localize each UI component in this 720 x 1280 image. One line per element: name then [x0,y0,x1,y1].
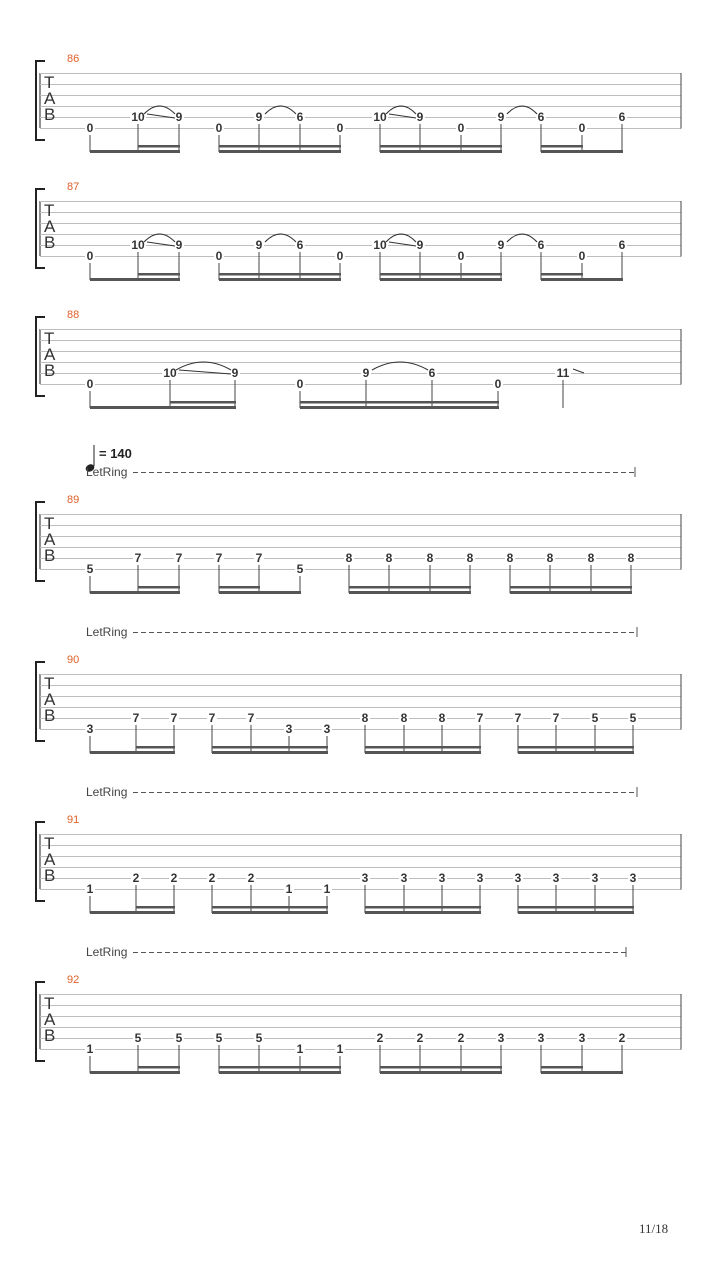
fret-number: 1 [86,1042,94,1056]
beam-primary [518,911,634,914]
beam-secondary [518,906,634,909]
tab-clef-t: T [44,329,55,348]
let-ring-label: LetRing [86,465,128,479]
measure-number: 92 [67,974,80,986]
tempo-value: = 140 [99,446,132,461]
fret-number: 8 [466,551,474,565]
beam-secondary [380,145,502,148]
fret-number: 9 [362,366,370,380]
fret-number: 3 [497,1031,505,1045]
page-number: 11/18 [639,1221,669,1236]
tab-clef-b: B [44,233,56,252]
tab-clef-t: T [44,514,55,533]
fret-number: 7 [255,551,263,565]
beam-secondary [510,586,632,589]
beam-primary [380,150,502,153]
tab-clef-a: A [44,1010,56,1029]
fret-number: 6 [296,110,304,124]
fret-number: 7 [476,711,484,725]
slur-arc [265,234,296,242]
beam-secondary [380,1066,502,1069]
let-ring-label: LetRing [86,625,128,639]
fret-number: 10 [373,110,387,124]
let-ring-marker [86,625,637,639]
fret-number: 7 [552,711,560,725]
tab-clef-t: T [44,994,55,1013]
fret-number: 6 [618,110,626,124]
fret-number: 10 [131,110,145,124]
fret-number: 0 [296,377,304,391]
fret-number: 2 [247,871,255,885]
tab-clef-a: A [44,530,56,549]
fret-number: 8 [506,551,514,565]
tab-system-88 [36,309,681,409]
fret-number: 8 [400,711,408,725]
fret-number: 5 [215,1031,223,1045]
tab-system-89 [36,445,681,594]
fret-number: 7 [215,551,223,565]
slide-out-line [573,369,584,373]
beam-primary [219,150,341,153]
beam-primary [90,406,236,409]
fret-number: 3 [476,871,484,885]
fret-number: 0 [86,377,94,391]
beam-secondary [541,1066,583,1069]
fret-number: 3 [285,722,293,736]
fret-number: 1 [285,882,293,896]
beam-secondary [138,586,180,589]
beam-secondary [518,746,634,749]
beam-secondary [138,1066,180,1069]
fret-number: 5 [629,711,637,725]
beam-primary [219,591,301,594]
fret-number: 2 [457,1031,465,1045]
fret-number: 0 [336,121,344,135]
beam-primary [90,278,180,281]
beam-secondary [219,586,260,589]
fret-number: 3 [552,871,560,885]
measure-number: 89 [67,494,80,506]
fret-number: 10 [163,366,177,380]
beam-secondary [138,273,180,276]
fret-number: 0 [86,249,94,263]
tab-clef-a: A [44,89,56,108]
beam-secondary [170,401,236,404]
beam-secondary [349,586,471,589]
tab-clef-a: A [44,345,56,364]
slur-arc [386,234,416,242]
let-ring-label: LetRing [86,945,128,959]
fret-number: 1 [336,1042,344,1056]
fret-number: 6 [296,238,304,252]
tab-system-90 [36,625,681,754]
fret-number: 9 [497,110,505,124]
beam-primary [90,1071,180,1074]
fret-number: 9 [255,110,263,124]
fret-number: 8 [426,551,434,565]
beam-primary [380,1071,502,1074]
fret-number: 6 [618,238,626,252]
fret-number: 1 [86,882,94,896]
beam-secondary [365,906,481,909]
fret-number: 9 [175,238,183,252]
measure-number: 91 [67,814,80,826]
beam-primary [300,406,499,409]
fret-number: 0 [215,121,223,135]
beam-secondary [219,1066,341,1069]
fret-number: 10 [131,238,145,252]
tab-clef-t: T [44,674,55,693]
fret-number: 7 [514,711,522,725]
tab-clef-t: T [44,201,55,220]
beam-primary [365,911,481,914]
let-ring-label: LetRing [86,785,128,799]
fret-number: 8 [361,711,369,725]
tab-clef-b: B [44,546,56,565]
tab-clef-b: B [44,105,56,124]
fret-number: 3 [400,871,408,885]
fret-number: 5 [255,1031,263,1045]
fret-number: 3 [629,871,637,885]
fret-number: 5 [591,711,599,725]
slur-arc [144,234,175,242]
beam-primary [541,1071,623,1074]
fret-number: 2 [416,1031,424,1045]
beam-secondary [300,401,499,404]
tab-clef-t: T [44,73,55,92]
let-ring-marker [86,785,637,799]
beam-secondary [380,273,502,276]
fret-number: 5 [86,562,94,576]
beam-primary [380,278,502,281]
fret-number: 0 [215,249,223,263]
fret-number: 8 [438,711,446,725]
fret-number: 7 [247,711,255,725]
beam-primary [541,278,623,281]
fret-number: 8 [385,551,393,565]
slur-arc [176,362,231,370]
fret-number: 0 [578,121,586,135]
fret-number: 7 [134,551,142,565]
fret-number: 8 [587,551,595,565]
measure-number: 87 [67,181,80,193]
fret-number: 8 [546,551,554,565]
beam-primary [212,751,328,754]
measure-number: 88 [67,309,80,321]
beam-primary [219,1071,341,1074]
slur-arc [265,106,296,114]
fret-number: 2 [170,871,178,885]
tab-system-91 [36,785,681,914]
fret-number: 3 [514,871,522,885]
beam-primary [90,751,175,754]
beam-primary [349,591,471,594]
fret-number: 5 [296,562,304,576]
fret-number: 10 [373,238,387,252]
fret-number: 7 [170,711,178,725]
beam-secondary [541,273,583,276]
beam-primary [365,751,481,754]
fret-number: 9 [416,238,424,252]
measure-number: 86 [67,53,80,65]
fret-number: 0 [86,121,94,135]
beam-primary [541,150,623,153]
fret-number: 3 [361,871,369,885]
beam-primary [90,591,180,594]
beam-secondary [212,906,328,909]
fret-number: 2 [618,1031,626,1045]
tab-system-86 [36,53,681,153]
beam-primary [510,591,632,594]
fret-number: 6 [537,110,545,124]
beam-secondary [136,746,175,749]
beam-primary [90,150,180,153]
fret-number: 9 [497,238,505,252]
beam-secondary [212,746,328,749]
tab-clef-b: B [44,1026,56,1045]
fret-number: 3 [86,722,94,736]
measure-number: 90 [67,654,80,666]
beam-secondary [138,145,180,148]
tab-system-92 [36,945,681,1074]
tab-clef-a: A [44,690,56,709]
fret-number: 6 [537,238,545,252]
slur-arc [372,362,428,370]
fret-number: 1 [296,1042,304,1056]
fret-number: 0 [457,121,465,135]
tab-clef-a: A [44,850,56,869]
slur-arc [386,106,416,114]
fret-number: 0 [494,377,502,391]
slur-arc [144,106,175,114]
beam-secondary [219,273,341,276]
fret-number: 7 [175,551,183,565]
fret-number: 7 [132,711,140,725]
fret-number: 8 [627,551,635,565]
beam-secondary [219,145,341,148]
fret-number: 11 [556,366,570,380]
tab-system-87 [36,181,681,281]
fret-number: 9 [175,110,183,124]
beam-primary [518,751,634,754]
beam-primary [90,911,175,914]
fret-number: 3 [578,1031,586,1045]
fret-number: 7 [208,711,216,725]
fret-number: 1 [323,882,331,896]
fret-number: 9 [231,366,239,380]
tab-clef-t: T [44,834,55,853]
fret-number: 9 [416,110,424,124]
beam-secondary [365,746,481,749]
fret-number: 3 [537,1031,545,1045]
beam-secondary [541,145,583,148]
tab-clef-a: A [44,217,56,236]
fret-number: 3 [323,722,331,736]
beam-secondary [136,906,175,909]
tab-clef-b: B [44,361,56,380]
let-ring-marker [86,465,635,479]
tab-clef-b: B [44,866,56,885]
fret-number: 3 [591,871,599,885]
let-ring-marker [86,945,626,959]
fret-number: 0 [336,249,344,263]
fret-number: 6 [428,366,436,380]
slur-arc [507,234,537,242]
fret-number: 9 [255,238,263,252]
fret-number: 5 [134,1031,142,1045]
fret-number: 0 [578,249,586,263]
beam-primary [219,278,341,281]
beam-primary [212,911,328,914]
fret-number: 8 [345,551,353,565]
fret-number: 2 [208,871,216,885]
fret-number: 0 [457,249,465,263]
tab-clef-b: B [44,706,56,725]
slur-arc [507,106,537,114]
fret-number: 2 [132,871,140,885]
fret-number: 3 [438,871,446,885]
fret-number: 2 [376,1031,384,1045]
fret-number: 5 [175,1031,183,1045]
